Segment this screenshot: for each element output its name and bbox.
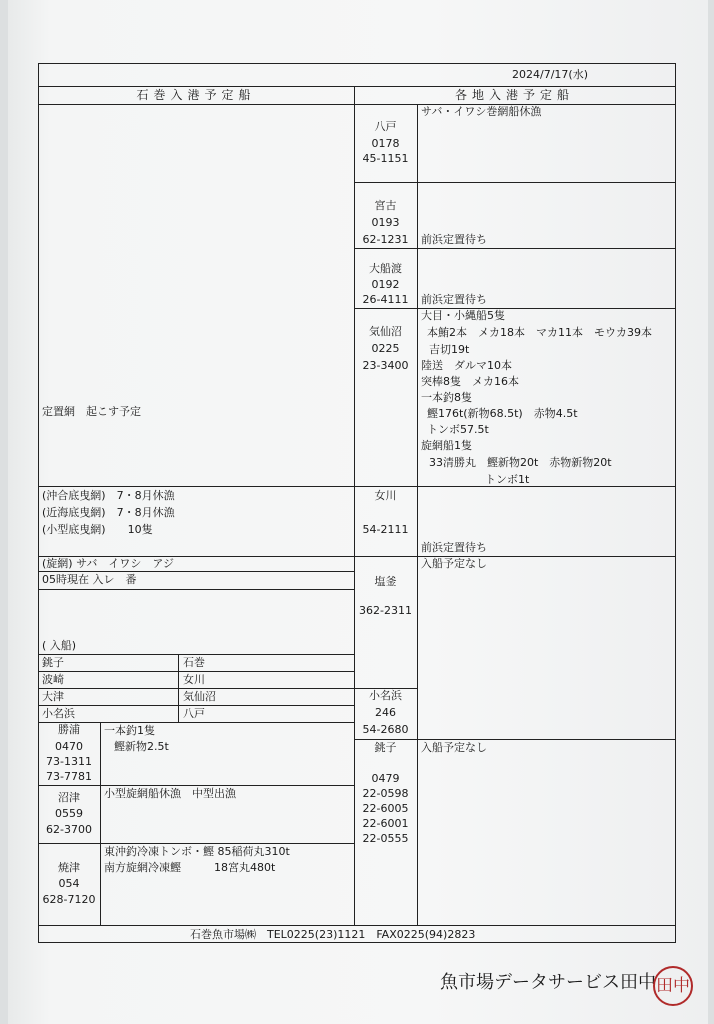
kesennuma-note-8: 旋網船1隻: [421, 439, 472, 452]
right-line-6: [354, 739, 675, 740]
signature-text: 魚市場データサービス田中: [440, 972, 656, 993]
miyako-code: 0193: [371, 216, 400, 229]
header-row-line: [38, 104, 676, 105]
south-divider: [100, 722, 101, 925]
katsuura-name: 勝浦: [58, 723, 80, 736]
date-row-line: [38, 86, 676, 87]
choshi-tel-0: 22-0598: [362, 787, 409, 800]
katsuura-note-1: 鰹新物2.5t: [114, 740, 169, 753]
ofunato-code: 0192: [371, 278, 400, 291]
shiogama-tel: 362-2311: [359, 604, 412, 617]
onahama-code: 246: [375, 706, 396, 719]
choshi-tel-3: 22-0555: [362, 832, 409, 845]
south-line-1: [38, 843, 354, 844]
kesennuma-name: 気仙沼: [369, 325, 402, 338]
choshi-code: 0479: [371, 772, 400, 785]
kesennuma-note-7: トンボ57.5t: [427, 423, 489, 436]
yaizu-note-1: 南方旋網冷凍鰹 18宮丸480t: [104, 861, 276, 874]
choshi-name: 銚子: [374, 741, 397, 754]
kesennuma-note-4: 突棒8隻 メカ16本: [421, 375, 519, 388]
kesennuma-tel: 23-3400: [362, 359, 409, 372]
right-line-4: [354, 556, 675, 557]
shiogama-name: 塩釜: [374, 575, 397, 588]
kesennuma-note-9: 33清勝丸 鰹新物20t 赤物新物20t: [429, 456, 612, 469]
kesennuma-note-0: 大目・小縄船5隻: [421, 309, 505, 322]
hachinohe-tel: 45-1151: [362, 152, 409, 165]
report-date: 2024/7/17(水): [512, 68, 588, 81]
port-b-3: 八戸: [183, 707, 205, 720]
port-a-0: 銚子: [42, 656, 64, 669]
kesennuma-note-5: 一本釣8隻: [421, 391, 472, 404]
port-a-3: 小名浜: [42, 707, 75, 720]
ofunato-note: 前浜定置待ち: [421, 293, 487, 306]
frame-bottom: [38, 942, 676, 943]
hachinohe-name: 八戸: [374, 120, 397, 133]
kesennuma-note-3: 陸送 ダルマ10本: [421, 359, 512, 372]
right-header: 各地入港予定船: [454, 88, 574, 102]
choshi-note: 入船予定なし: [421, 741, 487, 754]
choshi-tel-1: 22-6005: [362, 802, 409, 815]
numazu-code: 0559: [55, 807, 83, 820]
ports-line-1: [38, 671, 354, 672]
katsuura-tel2: 73-7781: [46, 770, 92, 783]
shiogama-note: 入船予定なし: [421, 557, 487, 570]
status-row: 05時現在 入レ 番: [42, 573, 137, 586]
kesennuma-note-1: 本鮪2本 メカ18本 マカ11本 モウカ39本: [427, 326, 652, 339]
katsuura-code: 0470: [55, 740, 83, 753]
port-b-0: 石巻: [183, 656, 205, 669]
right-line-0: [354, 182, 675, 183]
port-a-2: 大津: [42, 690, 64, 703]
onagawa-note: 前浜定置待ち: [421, 541, 487, 554]
trawl-top-line: [38, 486, 354, 487]
status-top-line: [38, 571, 354, 572]
kesennuma-note-10: トンボ1t: [485, 473, 530, 486]
south-line-0: [38, 785, 354, 786]
choshi-tel-2: 22-6001: [362, 817, 409, 830]
katsuura-note-0: 一本釣1隻: [104, 724, 155, 737]
seal-stamp: 田中: [653, 966, 693, 1006]
arrivals-label: ( 入船): [42, 639, 77, 652]
onahama-tel: 54-2680: [362, 723, 409, 736]
ofunato-name: 大船渡: [369, 262, 402, 275]
footer-line: [38, 925, 676, 926]
yaizu-name: 焼津: [58, 861, 80, 874]
right-line-2: [354, 308, 675, 309]
footer-contact: 石巻魚市場㈱ TEL0225(23)1121 FAX0225(94)2823: [190, 928, 476, 941]
ports-line-3: [38, 705, 354, 706]
kesennuma-code: 0225: [371, 342, 400, 355]
frame-top: [38, 63, 676, 64]
teichi-ami-note: 定置網 起こす予定: [42, 405, 141, 418]
port-a-1: 波崎: [42, 673, 64, 686]
seine-row: (旋網) サバ イワシ アジ: [42, 557, 174, 570]
yaizu-code: 054: [58, 877, 80, 890]
hachinohe-note: サバ・イワシ巻網船休漁: [421, 105, 542, 118]
kesennuma-note-6: 鰹176t(新物68.5t) 赤物4.5t: [427, 407, 578, 420]
yaizu-note-0: 東沖釣冷凍トンボ・鰹 85稲荷丸310t: [104, 845, 290, 858]
frame-right: [675, 63, 676, 943]
yaizu-tel: 628-7120: [42, 893, 96, 906]
onahama-name: 小名浜: [369, 689, 402, 702]
ports-line-2: [38, 688, 354, 689]
right-line-1: [354, 248, 675, 249]
ports-divider: [178, 654, 179, 722]
onagawa-tel: 54-2111: [362, 523, 409, 536]
port-b-2: 気仙沼: [183, 690, 216, 703]
onagawa-name: 女川: [374, 489, 397, 502]
numazu-name: 沼津: [58, 791, 80, 804]
right-inner-divider: [417, 104, 418, 925]
miyako-name: 宮古: [374, 199, 397, 212]
numazu-note: 小型旋網船休漁 中型出漁: [104, 787, 236, 800]
left-header: 石巻入港予定船: [136, 88, 256, 102]
trawl-row-1: (近海底曳網) 7・8月休漁: [42, 506, 175, 519]
ofunato-tel: 26-4111: [362, 293, 409, 306]
katsuura-tel1: 73-1311: [46, 755, 92, 768]
hachinohe-code: 0178: [371, 137, 400, 150]
miyako-note: 前浜定置待ち: [421, 233, 487, 246]
ports-line-0: [38, 654, 354, 655]
port-b-1: 女川: [183, 673, 205, 686]
numazu-tel: 62-3700: [46, 823, 92, 836]
status-bottom-line: [38, 589, 354, 590]
kesennuma-note-2: 吉切19t: [429, 343, 470, 356]
trawl-row-0: (沖合底曳網) 7・8月休漁: [42, 489, 175, 502]
trawl-row-2: (小型底曳網) 10隻: [42, 523, 153, 536]
miyako-tel: 62-1231: [362, 233, 409, 246]
